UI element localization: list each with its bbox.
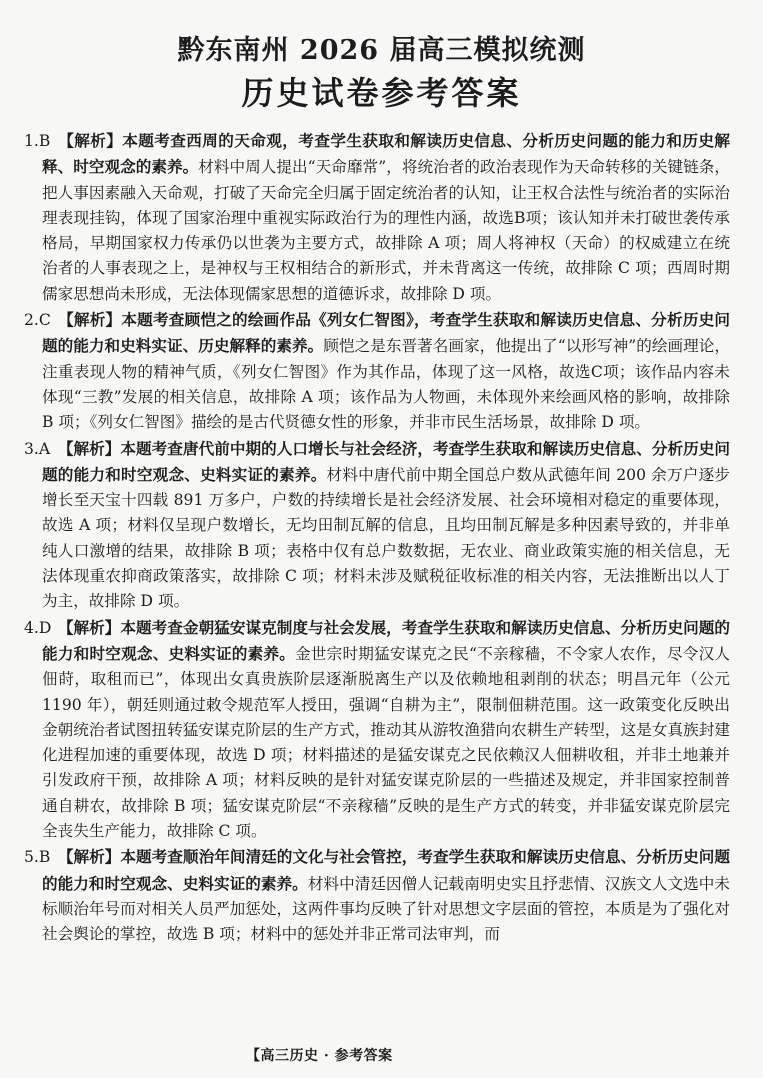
item-number: 5. <box>24 848 39 867</box>
exam-title: 黔东南州 2026 届高三模拟统测 <box>177 35 586 66</box>
analysis-body: 材料中周人提出“天命靡常”，将统治者的政治表现作为天命转移的关键链条，把人事因素融入天命观，打破了天命完全归属于固定统治者的认知，让王权合法性与统治者的实际治理表现挂钩，体现了国家治理中重视实际政治行为的理性内涵，故选B项；该认知并未打破世袭传承格局，早期国家权力传承仍以世袭为主要方式，故排除 A 项；周人将神权（天命）的权威建立在统治者的人事表现之上，是神权与王权相结合的新形式，并未背离这一传统，故排除 C 项；西周时期儒家思想尚未形成，无法体现儒家思想的道德诉求，故排除 D 项。 <box>42 158 730 303</box>
item-number: 1. <box>24 132 39 150</box>
answer-item-4 <box>24 615 730 845</box>
answer-letter: A <box>38 439 51 458</box>
answer-title: 历史试卷参考答案 <box>241 74 522 112</box>
answer-item-2 <box>24 307 730 435</box>
analysis-body: 顾恺之是东晋著名画家，他提出了“以形写神”的绘画理论，注重表现人物的精神气质，《列女仁智图》作为其作品，体现了这一风格，故选C项；该作品内容未体现“三教”发展的相关信息，故排除 A 项；该作品为人物画，未体现外来绘画风格的影响，故排除 B 项；《列女仁智图》描绘的是古代贤德女性的形象，并非市民生活场景，故排除 D 项。 <box>42 337 730 432</box>
answer-list <box>24 128 730 948</box>
analysis-lead: 【解析】本题考查唐代前中期的人口增长与社会经济，考查学生获取和解读历史信息、分析历史问题的能力和时空观念、史料实证的素养。 <box>42 438 730 484</box>
answer-item-1 <box>24 128 730 307</box>
answer-letter: B <box>38 848 51 867</box>
answer-letter: B <box>38 132 51 150</box>
item-number: 3. <box>24 439 39 458</box>
analysis-lead: 【解析】本题考查金朝猛安谋克制度与社会发展，考查学生获取和解读历史信息、分析历史问题的能力和时空观念、史料实证的素养。 <box>42 617 730 663</box>
analysis-lead: 【解析】本题考查顺治年间清廷的文化与社会管控，考查学生获取和解读历史信息、分析历史问题的能力和时空观念、史料实证的素养。 <box>42 847 730 893</box>
page-footer: 【高三历史 · 参考答案 <box>246 1048 393 1064</box>
answer-item-5 <box>24 844 730 947</box>
analysis-body: 金世宗时期猛安谋克之民“不亲稼穑，不令家人农作，尽令汉人佃莳，取租而已”，体现出女真贵族阶层逐渐脱离生产以及依赖地租剥削的状态；明昌元年（公元 1190 年），朝廷则通过敕令规范军人授田，强调“自耕为主”，限制佃耕范围。这一政策变化反映出金朝统治者试图扭转猛安谋克阶层的生产方式，推动其从游牧渔猎向农耕生产转型，这是女真族封建化进程加速的重要体现，故选 D 项；材料描述的是猛安谋克之民依赖汉人佃耕收租，并非土地兼并引发政府干预，故排除 A 项；材料反映的是针对猛安谋克阶层的一些描述及规定，并非国家控制普通自耕农，故排除 B 项；猛安谋克阶层“不亲稼穑”反映的是生产方式的转变，并非猛安谋克阶层完全丧失生产能力，故排除 C 项。 <box>42 644 730 841</box>
answer-item-3 <box>24 436 730 615</box>
analysis-body: 材料中唐代前中期全国总户数从武德年间 200 余万户逐步增长至天宝十四载 891 万多户，户数的持续增长是社会经济发展、社会环境相对稳定的重要体现，故选 A 项；材料仅呈现户数增长，无均田制瓦解的信息，且均田制瓦解是多种因素导致的，并非单纯人口激增的结果，故排除 B 项；表格中仅有总户数数据，无农业、商业政策实施的相关信息，无法体现重农抑商政策落实，故排除 C 项；材料未涉及赋税征收标准的相关内容，无法推断出以人丁为主，故排除 D 项。 <box>42 465 730 611</box>
item-number: 2. <box>24 311 39 330</box>
item-number: 4. <box>24 618 39 637</box>
analysis-body: 材料中清廷因僧人记载南明史实且抒悲情、汉族文人文选中未标顺治年号而对相关人员严加惩处，这两件事均反映了针对思想文字层面的管控，本质是为了强化对社会舆论的掌控，故选 B 项；材料中的惩处并非正常司法审判，而 <box>42 874 730 944</box>
answer-letter: C <box>38 311 51 330</box>
analysis-lead: 【解析】本题考查西周的天命观，考查学生获取和解读历史信息、分析历史问题的能力和历史解释、时空观念的素养。 <box>42 131 730 177</box>
analysis-lead: 【解析】本题考查顾恺之的绘画作品《列女仁智图》，考查学生获取和解读历史信息、分析历史问题的能力和史料实证、历史解释的素养。 <box>42 310 730 356</box>
answer-letter: D <box>38 618 52 637</box>
